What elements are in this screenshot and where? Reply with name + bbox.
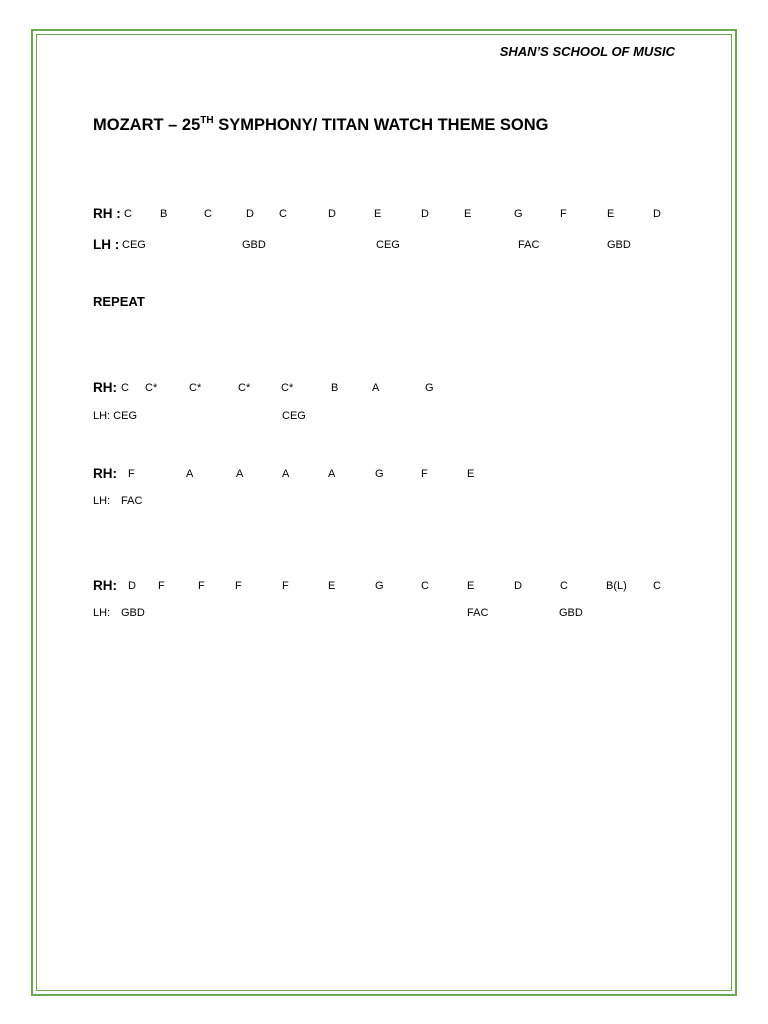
chord: FAC (467, 607, 489, 619)
hand-label: LH: (93, 495, 111, 507)
chord: FAC (121, 495, 143, 507)
note: F (560, 208, 567, 220)
notes-row-rh-3 (0, 466, 768, 486)
hand-label: RH: (93, 380, 117, 395)
note: F (128, 468, 135, 480)
note: A (236, 468, 244, 480)
title-superscript: TH (200, 115, 214, 126)
note: F (235, 580, 242, 592)
note: D (514, 580, 522, 592)
notes-row-lh-2 (0, 410, 768, 430)
title-rest: SYMPHONY/ TITAN WATCH THEME SONG (213, 116, 549, 134)
notes-row-lh-4 (0, 607, 768, 627)
note: B (160, 208, 168, 220)
note: F (421, 468, 428, 480)
note: C (653, 580, 661, 592)
chord: GBD (242, 239, 266, 251)
notes-row-lh-3 (0, 495, 768, 515)
note: G (425, 382, 434, 394)
note: A (186, 468, 194, 480)
hand-label: LH: (93, 607, 111, 619)
note: C (124, 208, 132, 220)
hand-label: RH : (93, 206, 121, 221)
note: A (282, 468, 290, 480)
note: C (560, 580, 568, 592)
chord: FAC (518, 239, 540, 251)
note: C (279, 208, 287, 220)
hand-label: RH: (93, 578, 117, 593)
note: G (375, 580, 384, 592)
note: C* (281, 382, 294, 394)
note: D (421, 208, 429, 220)
note: A (372, 382, 380, 394)
repeat-label: REPEAT (93, 294, 145, 309)
school-name: SHAN’S SCHOOL OF MUSIC (499, 44, 675, 59)
note: F (198, 580, 205, 592)
note: D (246, 208, 254, 220)
note: E (328, 580, 336, 592)
chord: CEG (282, 410, 306, 422)
notes-row-rh-4 (0, 578, 768, 598)
hand-label: RH: (93, 466, 117, 481)
notes-row-lh-1 (0, 237, 768, 257)
page-title (93, 116, 549, 135)
note: C* (189, 382, 202, 394)
note: G (375, 468, 384, 480)
note: E (374, 208, 382, 220)
hand-label: LH: CEG (93, 410, 138, 422)
note: A (328, 468, 336, 480)
note: E (467, 468, 475, 480)
note: E (607, 208, 615, 220)
note: C (421, 580, 429, 592)
chord: CEG (376, 239, 400, 251)
note: C (121, 382, 129, 394)
note: G (514, 208, 523, 220)
notes-row-rh-1 (0, 206, 768, 226)
note: C* (145, 382, 158, 394)
note: D (653, 208, 661, 220)
chord: GBD (607, 239, 631, 251)
note: D (128, 580, 136, 592)
note: C (204, 208, 212, 220)
chord: GBD (121, 607, 145, 619)
title-main: MOZART – 25 (93, 116, 201, 134)
note: E (467, 580, 475, 592)
note: E (464, 208, 472, 220)
note: F (158, 580, 165, 592)
notes-row-rh-2 (0, 380, 768, 400)
note: D (328, 208, 336, 220)
hand-label: LH : (93, 237, 120, 252)
note: B(L) (606, 580, 627, 592)
chord: GBD (559, 607, 583, 619)
note: C* (238, 382, 251, 394)
chord: CEG (122, 239, 146, 251)
note: F (282, 580, 289, 592)
note: B (331, 382, 339, 394)
